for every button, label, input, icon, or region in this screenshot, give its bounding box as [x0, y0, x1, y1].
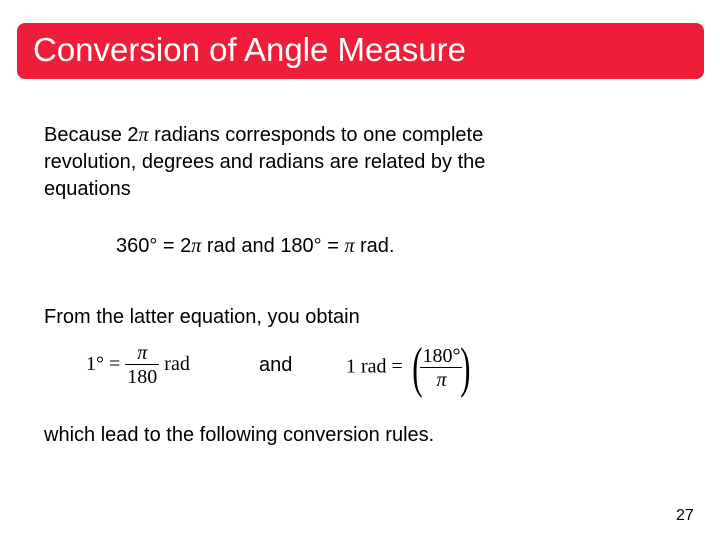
and-text: and [259, 354, 293, 376]
formula2-fraction [420, 345, 462, 392]
pi-symbol: π [138, 124, 149, 146]
equation-part-1: 360° = 2 [116, 235, 192, 257]
formula-one-degree [86, 342, 190, 389]
slide-title: Conversion of Angle Measure [33, 31, 466, 68]
intro-paragraph [44, 122, 485, 203]
intro-line-2: revolution, degrees and radians are related by the [44, 151, 486, 173]
title-bar [17, 23, 704, 79]
right-paren: ) [460, 337, 471, 399]
equation-part-3: rad. [354, 235, 395, 257]
equation-part-2: rad and 180° = [201, 235, 345, 257]
formula1-fraction [125, 342, 159, 389]
formula1-unit: rad [164, 353, 190, 376]
conclusion-text: which lead to the following conversion rules. [44, 424, 435, 446]
formula2-numerator: 180° [422, 344, 461, 367]
degree-radian-equation [116, 233, 395, 260]
page-number: 27 [676, 507, 694, 524]
intro-line-1 [44, 122, 485, 149]
pi-symbol: π [191, 235, 202, 257]
intro-text-post: radians corresponds to one complete [148, 124, 484, 146]
pi-symbol: π [344, 235, 355, 257]
formula2-denominator: π [420, 367, 462, 392]
formula1-denominator: 180 [127, 366, 158, 388]
formula2-lhs: 1 rad = [346, 355, 403, 378]
formula1-lhs: 1° = [86, 353, 121, 376]
formula1-numerator: π [137, 342, 148, 364]
intro-text-pre: Because 2 [44, 124, 139, 146]
latter-equation-text: From the latter equation, you obtain [44, 306, 360, 328]
left-paren: ( [412, 337, 423, 399]
formula-one-radian [346, 337, 475, 399]
intro-line-3: equations [44, 178, 131, 200]
